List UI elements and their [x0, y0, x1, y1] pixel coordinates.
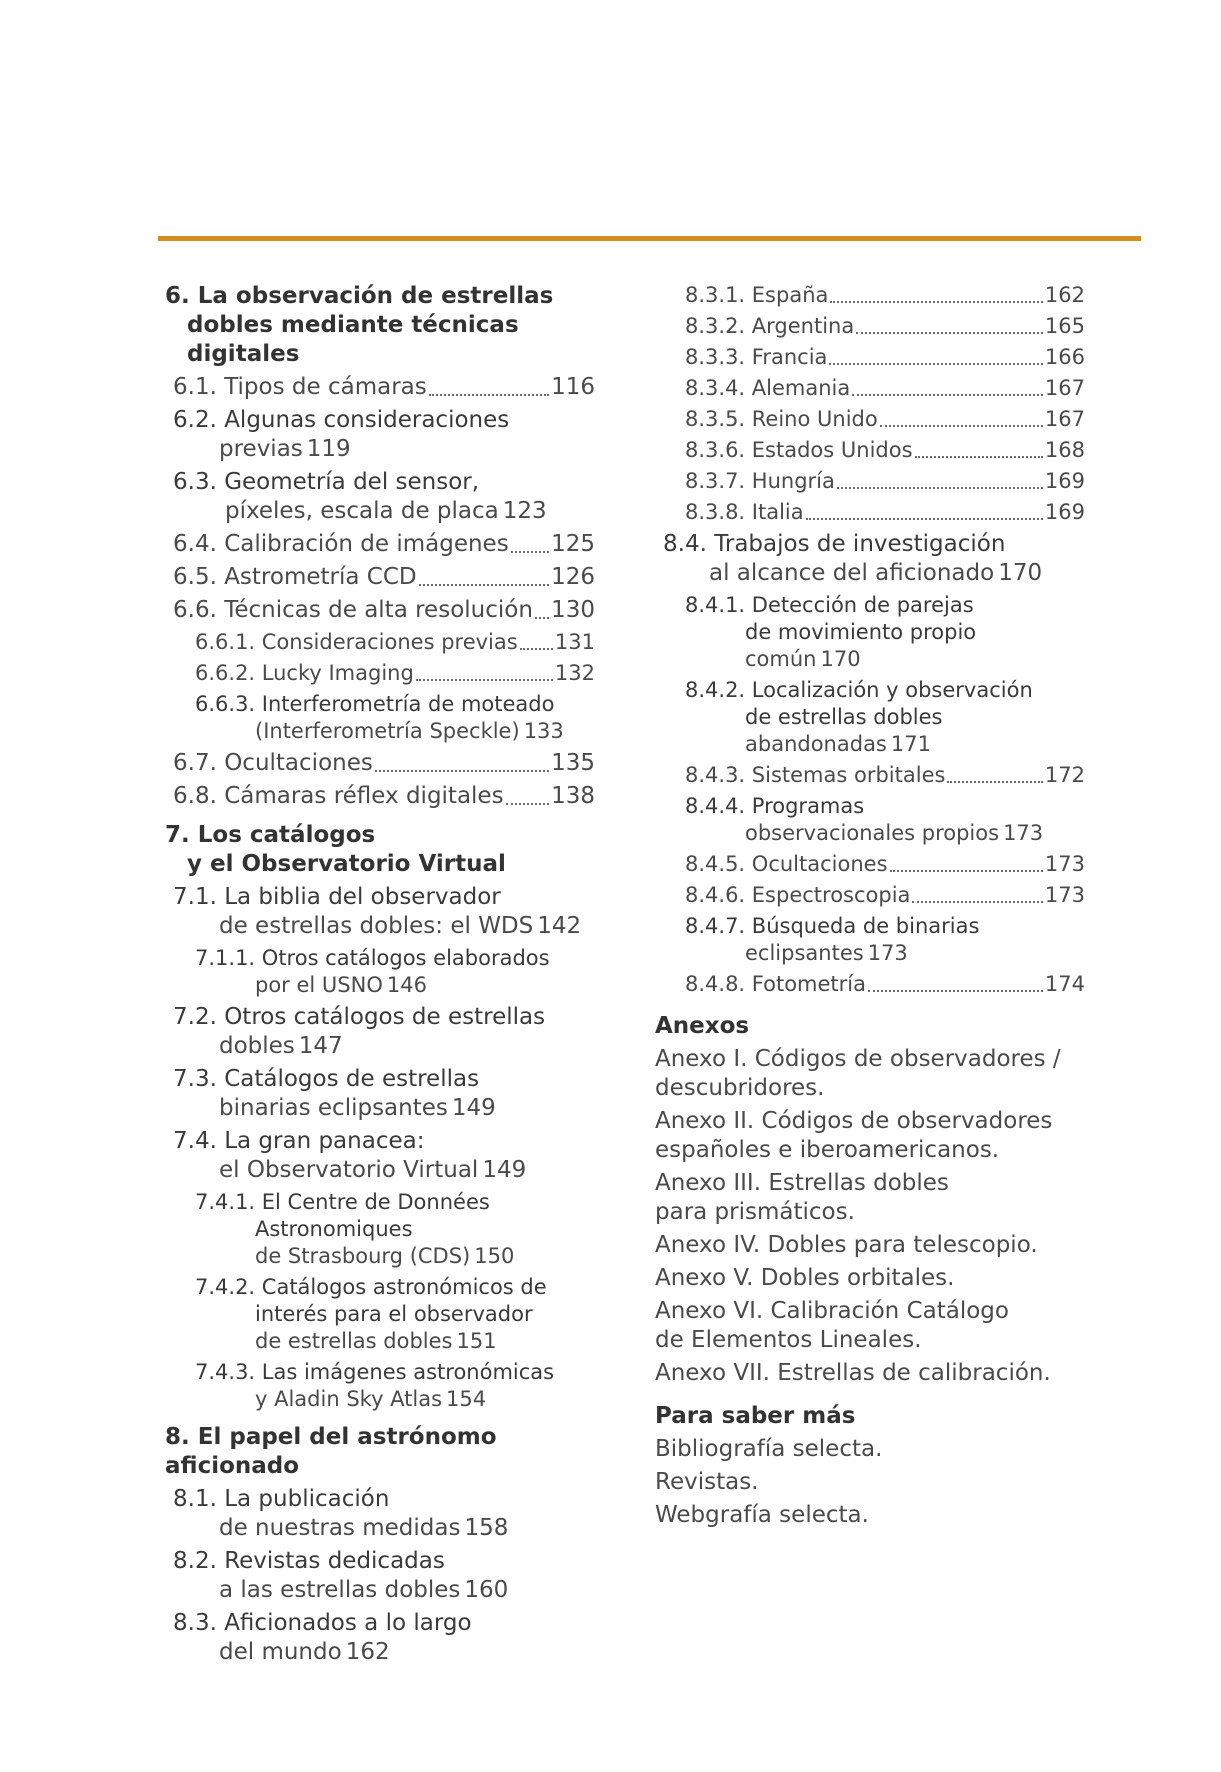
entry-text: Astronomiques: [255, 1217, 413, 1241]
entry-text: 8.3.1. España: [685, 283, 829, 307]
page-number: 170: [998, 560, 1043, 586]
entry-text: 6.6.1. Consideraciones previas: [195, 630, 518, 654]
page-number: 154: [446, 1387, 487, 1411]
toc-entry-8-4-5[interactable]: [655, 851, 1085, 878]
page-number: 166: [1044, 345, 1085, 369]
toc-entry-6-8[interactable]: [165, 782, 595, 811]
dot-leader: [506, 791, 550, 805]
page-number: 125: [551, 531, 595, 557]
toc-entry-7-4-1[interactable]: [165, 1189, 595, 1270]
toc-entry-6-5[interactable]: [165, 563, 595, 592]
page-number: 171: [890, 732, 931, 756]
entry-text: 8.3.7. Hungría: [685, 469, 835, 493]
entry-text: 8.4.8. Fotometría: [685, 972, 866, 996]
toc-entry-6-7[interactable]: [165, 749, 595, 778]
toc-entry-8-3[interactable]: [165, 1609, 595, 1667]
toc-entry-8-4-4[interactable]: [655, 793, 1085, 847]
entry-text: común: [745, 647, 817, 671]
entry-text: del mundo: [219, 1639, 342, 1665]
bibliografia-item[interactable]: Bibliografía selecta.: [655, 1436, 883, 1462]
chapter-title-line: 6. La observación de estrellas: [165, 283, 554, 309]
chapter-6-heading[interactable]: [165, 282, 595, 369]
dot-leader: [880, 413, 1043, 427]
dot-leader: [837, 475, 1043, 489]
annex-text: Anexo VI. Calibración Catálogo: [655, 1298, 1009, 1324]
toc-entry-8-4-7[interactable]: [655, 913, 1085, 967]
page-number: 135: [551, 750, 595, 776]
dot-leader: [852, 382, 1043, 396]
entry-text: por el USNO: [255, 973, 383, 997]
entry-text: 8.3. Aficionados a lo largo: [173, 1610, 472, 1636]
page-number: 132: [554, 661, 595, 685]
entry-text: 6.8. Cámaras réflex digitales: [173, 783, 504, 809]
page-number: 149: [482, 1157, 527, 1183]
chapter-7-heading[interactable]: [165, 821, 595, 879]
entry-text: 7.3. Catálogos de estrellas: [173, 1066, 480, 1092]
toc-entry-8-3-6[interactable]: [655, 437, 1085, 464]
chapter-title-line: digitales: [187, 341, 300, 367]
entry-text: 6.7. Ocultaciones: [173, 750, 373, 776]
entry-text: 7.1.1. Otros catálogos elaborados: [195, 946, 550, 970]
dot-leader: [830, 289, 1043, 303]
page-number: 119: [306, 436, 351, 462]
entry-text: 8.4.1. Detección de parejas: [685, 593, 974, 617]
annex-5[interactable]: Anexo V. Dobles orbitales.: [655, 1265, 955, 1291]
toc-entry-6-6[interactable]: [165, 596, 595, 625]
chapter-title-line: 8. El papel del astrónomo aficionado: [165, 1424, 497, 1479]
entry-text: previas: [219, 436, 303, 462]
dot-leader: [535, 605, 549, 619]
page-number: 165: [1044, 314, 1085, 338]
page-number: 172: [1044, 763, 1085, 787]
annex-text: Anexo III. Estrellas dobles: [655, 1170, 949, 1196]
entry-text: abandonadas: [745, 732, 887, 756]
entry-text: 8.4.6. Espectroscopia: [685, 883, 911, 907]
annex-text: Anexo II. Códigos de observadores: [655, 1108, 1053, 1134]
annex-7[interactable]: Anexo VII. Estrellas de calibración.: [655, 1360, 1051, 1386]
page-number: 170: [820, 647, 861, 671]
toc-entry-8-3-8[interactable]: [655, 499, 1085, 526]
page-number: 123: [502, 498, 547, 524]
entry-text: 8.4.5. Ocultaciones: [685, 852, 888, 876]
page-number: 167: [1044, 407, 1085, 431]
page-number: 162: [1044, 283, 1085, 307]
entry-text: 6.2. Algunas consideraciones: [173, 407, 510, 433]
entry-text: 8.2. Revistas dedicadas: [173, 1548, 445, 1574]
dot-leader: [419, 572, 549, 586]
toc-entry-6-2[interactable]: [165, 406, 595, 464]
entry-text: de nuestras medidas: [219, 1515, 461, 1541]
toc-entry-8-4-6[interactable]: [655, 882, 1085, 909]
page-number: 167: [1044, 376, 1085, 400]
revistas-item[interactable]: Revistas.: [655, 1469, 759, 1495]
dot-leader: [375, 758, 549, 772]
entry-text: 7.4. La gran panacea:: [173, 1128, 425, 1154]
entry-text: 8.3.6. Estados Unidos: [685, 438, 913, 462]
page-number: 150: [474, 1244, 515, 1268]
entry-text: dobles: [219, 1033, 295, 1059]
toc-entry-7-3[interactable]: [165, 1065, 595, 1123]
chapter-title-line: y el Observatorio Virtual: [187, 851, 506, 877]
annex-text: Anexo I. Códigos de observadores /: [655, 1046, 1061, 1072]
entry-text: 8.1. La publicación: [173, 1486, 390, 1512]
toc-entry-7-1[interactable]: [165, 883, 595, 941]
dot-leader: [856, 320, 1043, 334]
entry-text: 7.1. La biblia del observador: [173, 884, 501, 910]
entry-text: 7.4.2. Catálogos astronómicos de: [195, 1275, 547, 1299]
annex-2[interactable]: [655, 1107, 1085, 1165]
page-number: 160: [464, 1577, 509, 1603]
page-number: 174: [1044, 972, 1085, 996]
page-number: 149: [451, 1095, 496, 1121]
page-number: 151: [456, 1329, 497, 1353]
annex-text: para prismáticos.: [655, 1199, 855, 1225]
entry-text: y Aladin Sky Atlas: [255, 1387, 443, 1411]
toc-entry-8-4-3[interactable]: [655, 762, 1085, 789]
toc-right-column: [655, 282, 1085, 1534]
header-rule: [158, 236, 1141, 241]
page-number: 169: [1044, 500, 1085, 524]
dot-leader: [947, 769, 1042, 783]
entry-text: 6.6. Técnicas de alta resolución: [173, 597, 533, 623]
dot-leader: [915, 444, 1043, 458]
entry-text: 8.3.2. Argentina: [685, 314, 855, 338]
toc-entry-8-3-2[interactable]: [655, 313, 1085, 340]
toc-entry-8-2[interactable]: [165, 1547, 595, 1605]
entry-text: de Strasbourg (CDS): [255, 1244, 471, 1268]
page-number: 146: [386, 973, 427, 997]
toc-entry-8-4-8[interactable]: [655, 971, 1085, 998]
annex-text: españoles e iberoamericanos.: [655, 1137, 1000, 1163]
toc-entry-6-6-3[interactable]: [165, 691, 595, 745]
entry-text: píxeles, escala de placa: [225, 498, 499, 524]
dot-leader: [511, 539, 549, 553]
entry-text: 8.3.4. Alemania: [685, 376, 851, 400]
entry-text: 6.5. Astrometría CCD: [173, 564, 417, 590]
toc-entry-7-1-1[interactable]: [165, 945, 595, 999]
dot-leader: [912, 889, 1042, 903]
entry-text: 8.4.4. Programas: [685, 794, 865, 818]
entry-text: 8.3.8. Italia: [685, 500, 804, 524]
dot-leader: [429, 382, 549, 396]
toc-entry-6-6-2[interactable]: [165, 660, 595, 687]
entry-text: 7.4.1. El Centre de Données: [195, 1190, 490, 1214]
toc-entry-8-3-3[interactable]: [655, 344, 1085, 371]
anexos-heading[interactable]: Anexos: [655, 1013, 750, 1039]
toc-entry-6-4[interactable]: [165, 530, 595, 559]
page-number: 133: [523, 719, 564, 743]
entry-text: 7.2. Otros catálogos de estrellas: [173, 1004, 546, 1030]
dot-leader: [868, 978, 1043, 992]
entry-text: 6.4. Calibración de imágenes: [173, 531, 509, 557]
entry-text: 8.4.2. Localización y observación: [685, 678, 1033, 702]
dot-leader: [416, 667, 553, 681]
page-number: 142: [537, 913, 582, 939]
entry-text: interés para el observador: [255, 1302, 533, 1326]
page-number: 131: [554, 630, 595, 654]
para-saber-mas-heading[interactable]: Para saber más: [655, 1403, 856, 1429]
entry-text: eclipsantes: [745, 941, 864, 965]
entry-text: 6.6.3. Interferometría de moteado: [195, 692, 555, 716]
page-number: 173: [867, 941, 908, 965]
page-number: 116: [551, 374, 595, 400]
toc-entry-8-3-4[interactable]: [655, 375, 1085, 402]
toc-entry-7-2[interactable]: [165, 1003, 595, 1061]
toc-entry-8-4-2[interactable]: [655, 677, 1085, 758]
entry-text: 6.6.2. Lucky Imaging: [195, 661, 414, 685]
entry-text: de estrellas dobles: [745, 705, 943, 729]
toc-entry-8-1[interactable]: [165, 1485, 595, 1543]
dot-leader: [806, 506, 1043, 520]
page-number: 147: [298, 1033, 343, 1059]
toc-entry-8-4[interactable]: [655, 530, 1085, 588]
entry-text: 6.3. Geometría del sensor,: [173, 469, 480, 495]
toc-entry-6-1[interactable]: [165, 373, 595, 402]
entry-text: el Observatorio Virtual: [219, 1157, 479, 1183]
toc-left-column: [165, 282, 595, 1671]
page-number: 173: [1003, 821, 1044, 845]
page-number: 162: [345, 1639, 390, 1665]
entry-text: al alcance del aficionado: [709, 560, 995, 586]
entry-text: 6.1. Tipos de cámaras: [173, 374, 427, 400]
entry-text: de movimiento propio: [745, 620, 977, 644]
entry-text: de estrellas dobles: [255, 1329, 453, 1353]
webgrafia-item[interactable]: Webgrafía selecta.: [655, 1502, 869, 1528]
dot-leader: [520, 636, 553, 650]
dot-leader: [829, 351, 1043, 365]
entry-text: a las estrellas dobles: [219, 1577, 461, 1603]
annex-text: descubridores.: [655, 1075, 825, 1101]
page-number: 169: [1044, 469, 1085, 493]
entry-text: 8.4.7. Búsqueda de binarias: [685, 914, 980, 938]
entry-text: 8.3.5. Reino Unido: [685, 407, 878, 431]
entry-text: 8.4. Trabajos de investigación: [663, 531, 1006, 557]
annex-6[interactable]: [655, 1297, 1085, 1355]
entry-text: de estrellas dobles: el WDS: [219, 913, 534, 939]
entry-text: observacionales propios: [745, 821, 1000, 845]
toc-entry-8-3-5[interactable]: [655, 406, 1085, 433]
page-number: 130: [551, 597, 595, 623]
chapter-8-heading[interactable]: [165, 1423, 595, 1481]
toc-entry-8-3-1[interactable]: [655, 282, 1085, 309]
toc-entry-8-3-7[interactable]: [655, 468, 1085, 495]
page-number: 138: [551, 783, 595, 809]
page-number: 168: [1044, 438, 1085, 462]
toc-entry-7-4-2[interactable]: [165, 1274, 595, 1355]
entry-text: 8.3.3. Francia: [685, 345, 828, 369]
entry-text: (Interferometría Speckle): [255, 719, 520, 743]
annex-3[interactable]: [655, 1169, 1085, 1227]
page-number: 158: [464, 1515, 509, 1541]
dot-leader: [890, 858, 1043, 872]
entry-text: 7.4.3. Las imágenes astronómicas: [195, 1360, 555, 1384]
page-number: 173: [1044, 852, 1085, 876]
chapter-title-line: 7. Los catálogos: [165, 822, 376, 848]
entry-text: 8.4.3. Sistemas orbitales: [685, 763, 946, 787]
annex-text: de Elementos Lineales.: [655, 1327, 922, 1353]
page-number: 173: [1044, 883, 1085, 907]
page-number: 126: [551, 564, 595, 590]
toc-entry-8-4-1[interactable]: [655, 592, 1085, 673]
toc-entry-6-3[interactable]: [165, 468, 595, 526]
annex-1[interactable]: [655, 1045, 1085, 1103]
entry-text: binarias eclipsantes: [219, 1095, 448, 1121]
annex-4[interactable]: Anexo IV. Dobles para telescopio.: [655, 1232, 1038, 1258]
toc-entry-7-4-3[interactable]: [165, 1359, 595, 1413]
chapter-title-line: dobles mediante técnicas: [187, 312, 519, 338]
toc-entry-6-6-1[interactable]: [165, 629, 595, 656]
toc-entry-7-4[interactable]: [165, 1127, 595, 1185]
